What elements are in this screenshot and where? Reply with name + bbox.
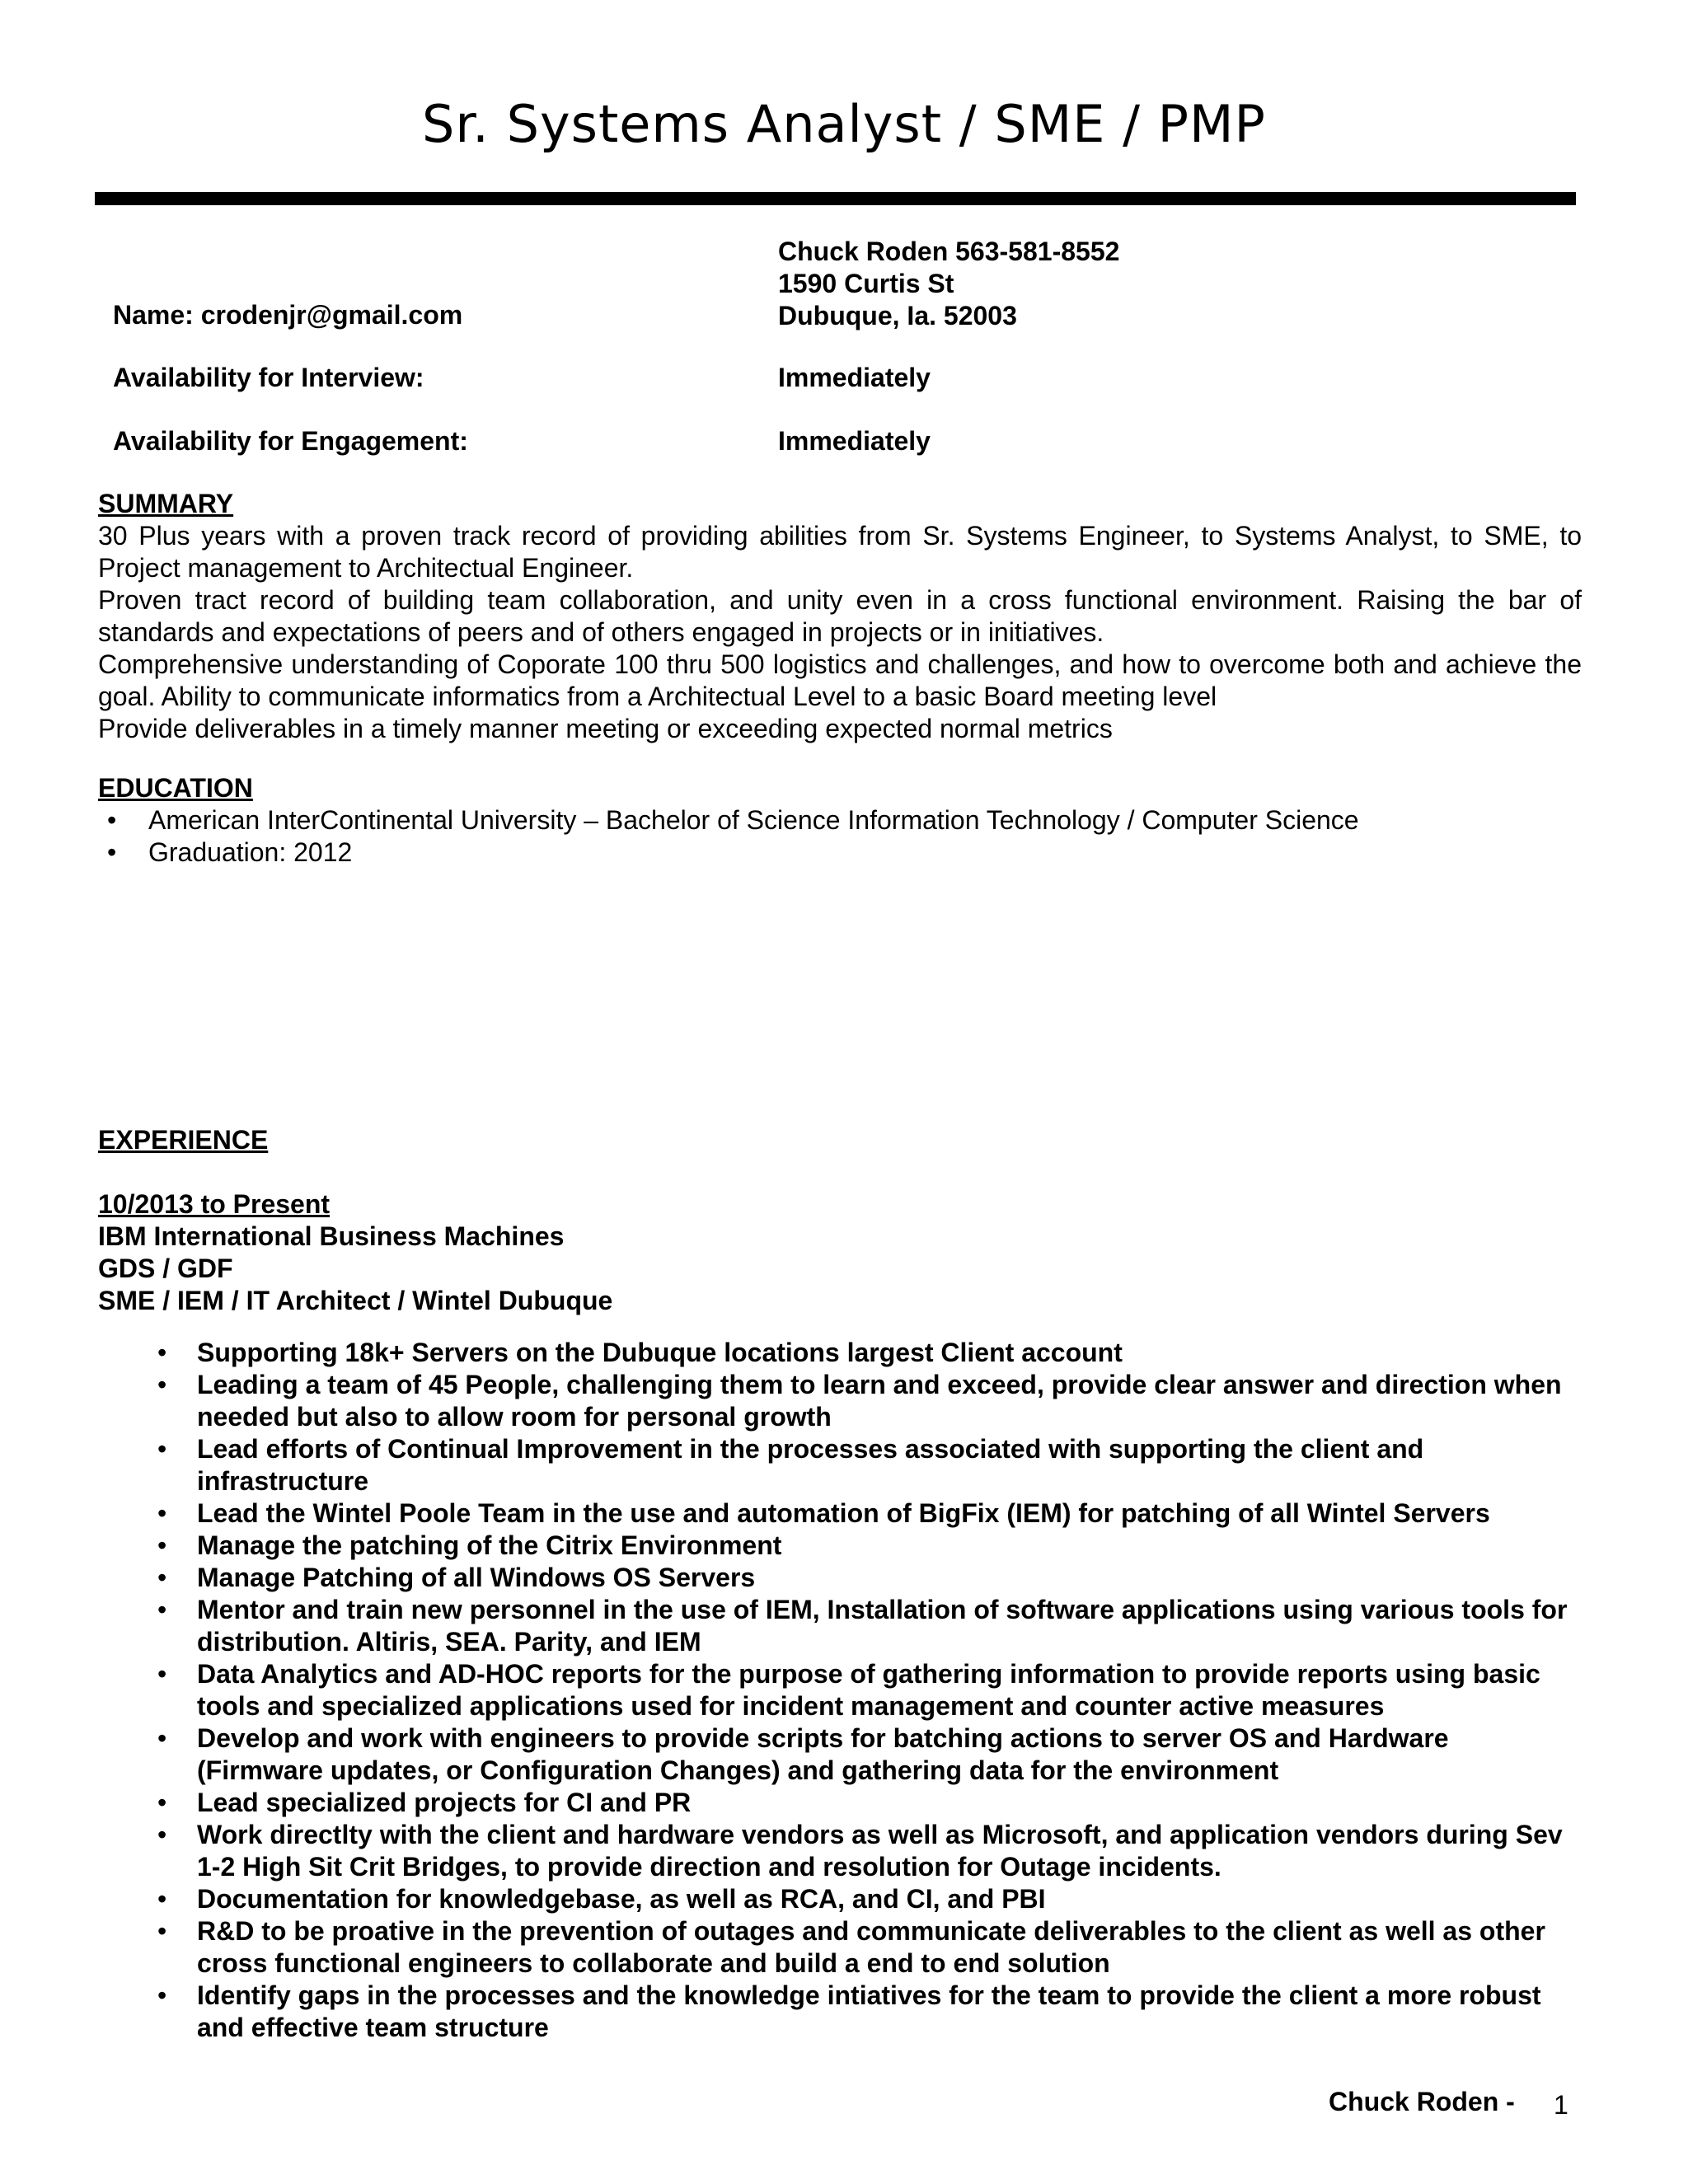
bullet-icon: • bbox=[157, 1563, 167, 1592]
list-item: • R&D to be proative in the prevention of outages and communicate deliverables to the client as well as other cross functional engineers to collaborate and build a end to end solution bbox=[157, 1916, 1545, 1978]
education-list bbox=[98, 804, 1582, 869]
title-rule bbox=[95, 192, 1576, 205]
bullet-icon: • bbox=[157, 1884, 167, 1914]
list-item: • Develop and work with engineers to provide scripts for batching actions to server OS and Hardware (Firmware updates, or Configuration Changes) and gathering data for the environment bbox=[157, 1723, 1449, 1785]
summary-paragraph: Comprehensive understanding of Coporate 100 thru 500 logistics and challenges, and how to overcome both and achieve the goal. Ability to communicate informatics from a Architectual Level to a basic Board meeting level bbox=[98, 649, 1582, 711]
availability-interview-value: Immediately bbox=[778, 363, 931, 392]
list-item: • Documentation for knowledgebase, as well as RCA, and CI, and PBI bbox=[157, 1884, 1046, 1914]
bullet-icon: • bbox=[157, 1788, 167, 1817]
availability-engagement-label: Availability for Engagement: bbox=[113, 426, 468, 456]
list-item: • Data Analytics and AD-HOC reports for the purpose of gathering information to provide reports using basic tools and specialized applications used for incident management and counter active measures bbox=[157, 1659, 1540, 1721]
education-heading: EDUCATION bbox=[98, 773, 253, 803]
contact-name-phone: Chuck Roden 563-581-8552 bbox=[778, 237, 1120, 266]
list-item: • Lead specialized projects for CI and PR bbox=[157, 1788, 692, 1817]
bullet-icon: • bbox=[157, 1659, 167, 1689]
bullet-icon: • bbox=[107, 837, 117, 867]
summary-section bbox=[98, 488, 1582, 745]
page-title: Sr. Systems Analyst / SME / PMP bbox=[422, 94, 1266, 154]
experience-list bbox=[148, 1337, 1582, 2044]
experience-period: 10/2013 to Present bbox=[98, 1189, 331, 1219]
experience-heading: EXPERIENCE bbox=[98, 1125, 269, 1155]
experience-company: IBM International Business Machines bbox=[98, 1221, 565, 1251]
list-item: • Lead efforts of Continual Improvement in the processes associated with supporting the client and infrastructure bbox=[157, 1434, 1424, 1496]
list-item: • Supporting 18k+ Servers on the Dubuque locations largest Client account bbox=[157, 1338, 1123, 1367]
bullet-icon: • bbox=[157, 1434, 167, 1464]
footer-name: Chuck Roden - bbox=[1329, 2087, 1515, 2116]
availability-interview-label: Availability for Interview: bbox=[113, 363, 424, 392]
name-email-label: Name: crodenjr@gmail.com bbox=[113, 300, 463, 330]
list-item: • Lead the Wintel Poole Team in the use and automation of BigFix (IEM) for patching of all Wintel Servers bbox=[157, 1498, 1490, 1528]
bullet-icon: • bbox=[157, 1723, 167, 1753]
list-item: • Graduation: 2012 bbox=[107, 837, 353, 867]
experience-division: GDS / GDF bbox=[98, 1254, 233, 1283]
list-item: • American InterContinental University – Bachelor of Science Information Technology / Computer Science bbox=[107, 805, 1359, 835]
summary-paragraph: Proven tract record of building team collaboration, and unity even in a cross functional environment. Raising the bar of standards and expectations of peers and of others engaged in projects or in initiatives. bbox=[98, 585, 1582, 647]
bullet-icon: • bbox=[157, 1370, 167, 1399]
list-item: • Identify gaps in the processes and the knowledge intiatives for the team to provide the client a more robust and effective team structure bbox=[157, 1980, 1541, 2042]
bullet-icon: • bbox=[157, 1980, 167, 2010]
bullet-icon: • bbox=[157, 1498, 167, 1528]
experience-role: SME / IEM / IT Architect / Wintel Dubuque bbox=[98, 1286, 613, 1315]
bullet-icon: • bbox=[157, 1916, 167, 1946]
contact-street: 1590 Curtis St bbox=[778, 269, 954, 298]
bullet-icon: • bbox=[157, 1820, 167, 1849]
bullet-icon: • bbox=[107, 805, 117, 835]
summary-paragraph: 30 Plus years with a proven track record of providing abilities from Sr. Systems Engineer, to Systems Analyst, to SME, to Project management to Architectual Engineer. bbox=[98, 521, 1582, 583]
bullet-icon: • bbox=[157, 1595, 167, 1624]
bullet-icon: • bbox=[157, 1338, 167, 1367]
list-item: • Mentor and train new personnel in the use of IEM, Installation of software applications using various tools for distribution. Altiris, SEA. Parity, and IEM bbox=[157, 1595, 1568, 1657]
summary-heading: SUMMARY bbox=[98, 489, 234, 518]
page-number: 1 bbox=[1554, 2090, 1568, 2120]
bullet-icon: • bbox=[157, 1530, 167, 1560]
contact-block bbox=[778, 236, 1119, 332]
list-item: • Work directlty with the client and hardware vendors as well as Microsoft, and application vendors during Sev 1-2 High Sit Crit Bridges, to provide direction and resolution for Outage incidents. bbox=[157, 1820, 1563, 1882]
list-item: • Manage Patching of all Windows OS Servers bbox=[157, 1563, 756, 1592]
contact-city: Dubuque, Ia. 52003 bbox=[778, 301, 1017, 330]
list-item: • Manage the patching of the Citrix Environment bbox=[157, 1530, 782, 1560]
list-item: • Leading a team of 45 People, challenging them to learn and exceed, provide clear answer and direction when needed but also to allow room for personal growth bbox=[157, 1370, 1562, 1432]
availability-engagement-value: Immediately bbox=[778, 426, 931, 456]
education-section bbox=[98, 772, 1582, 869]
summary-paragraph: Provide deliverables in a timely manner meeting or exceeding expected normal metrics bbox=[98, 714, 1113, 743]
experience-section bbox=[98, 1124, 1582, 1317]
